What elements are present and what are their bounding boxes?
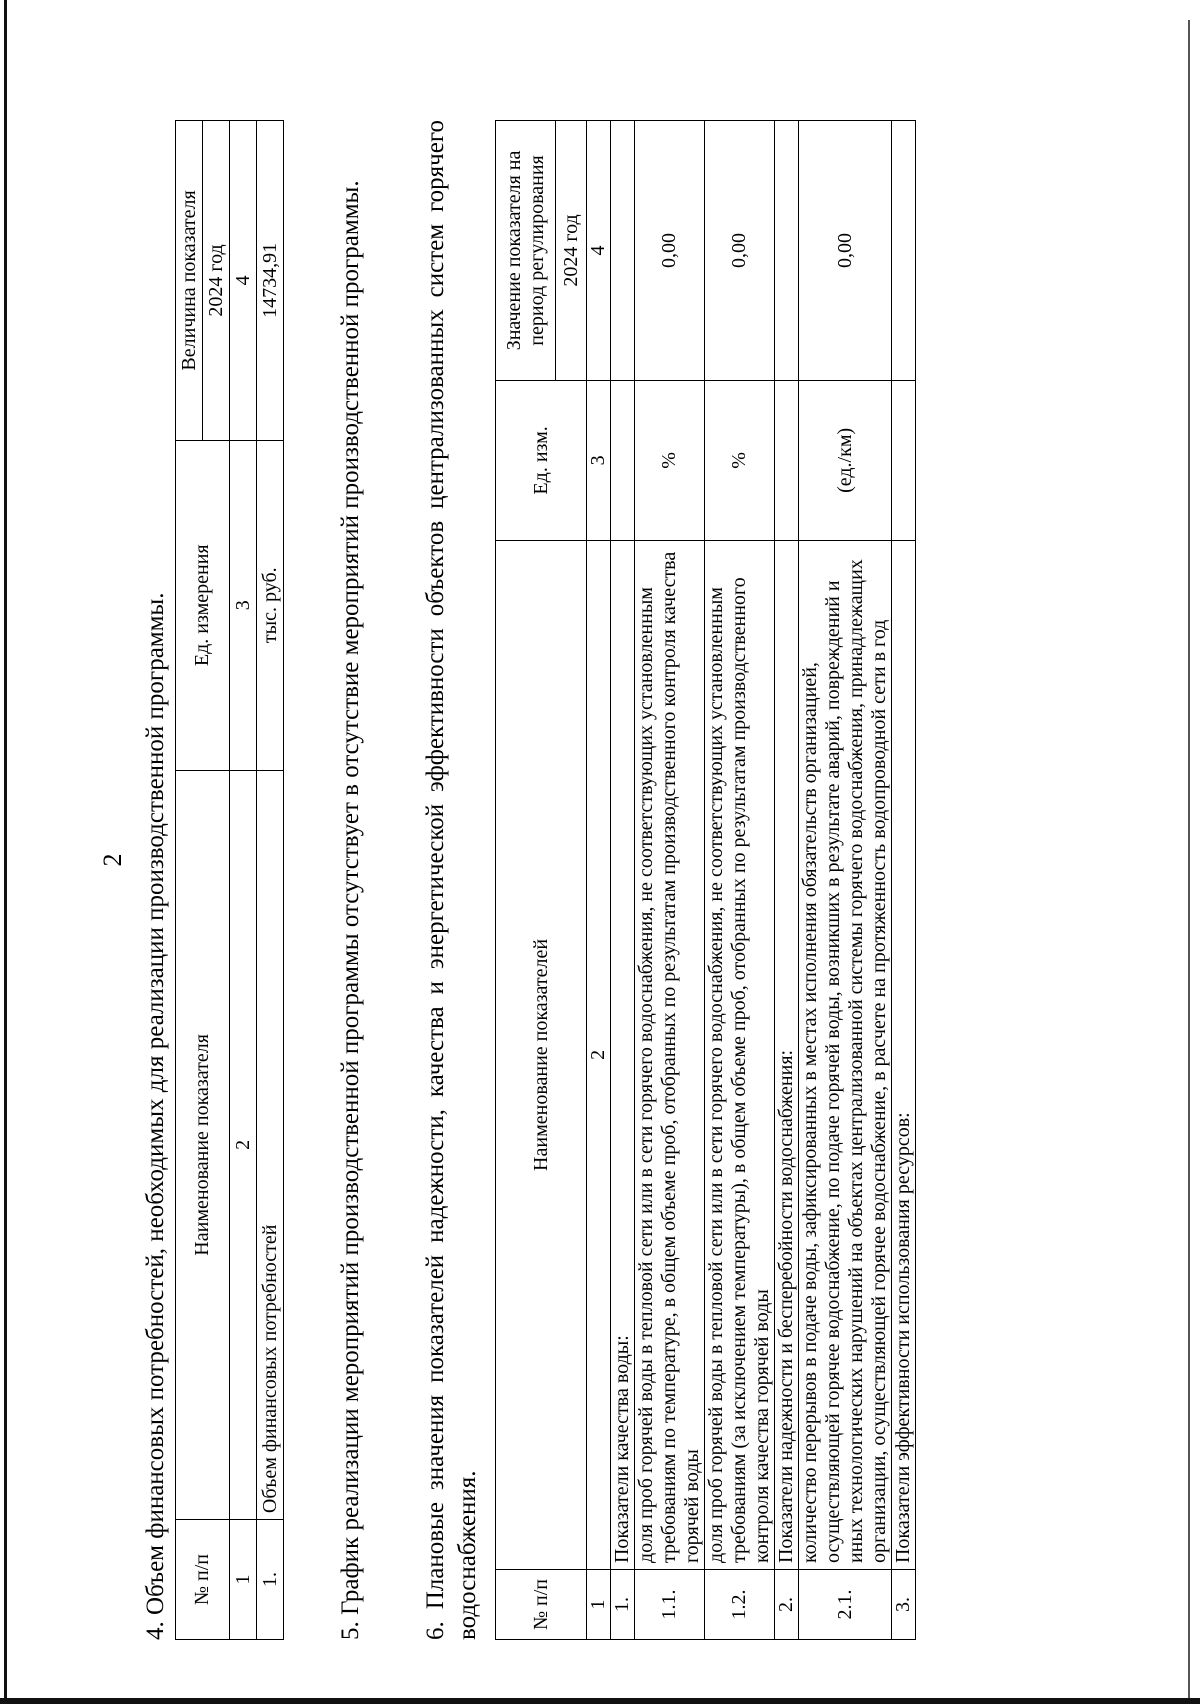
table-header-row (176, 121, 203, 1640)
rotated-page (98, 60, 1200, 1660)
col-number: 1 (230, 1520, 257, 1640)
header-year: 2024 год (556, 121, 587, 381)
row-name: Показатели надежности и бесперебойности водоснабжения: (775, 540, 799, 1569)
table-row (775, 121, 799, 1640)
section5-text: 5. График реализации мероприятий производственной программы отсутствует в отсутствие мероприятий производственной программы. (337, 180, 364, 1640)
row-name: Объем финансовых потребностей (257, 770, 284, 1519)
header-year: 2024 год (203, 121, 230, 441)
header-value-group: Значение показателя на период регулирования (496, 121, 556, 381)
column-number-row (230, 121, 257, 1640)
table-row (257, 121, 284, 1640)
row-num: 3. (892, 1570, 916, 1640)
row-name: Показатели эффективности использования ресурсов: (892, 540, 916, 1569)
row-value (892, 121, 916, 381)
table-row (705, 121, 775, 1640)
table-row (799, 121, 892, 1640)
header-value-group: Величина показателя (176, 121, 203, 441)
row-unit: (ед./км) (799, 380, 892, 540)
header-name: Наименование показателей (496, 540, 587, 1569)
row-value: 14734,91 (257, 121, 284, 441)
col-number: 2 (230, 770, 257, 1519)
col-number: 4 (230, 121, 257, 441)
header-num: № п/п (496, 1570, 587, 1640)
header-unit: Ед. изм. (496, 380, 587, 540)
header-num: № п/п (176, 1520, 230, 1640)
row-value: 0,00 (635, 121, 705, 381)
col-number: 2 (587, 540, 611, 1569)
section6-title: 6. Плановые значения показателей надежности, качества и энергетической эффективности объектов централизованных систем горячего водоснабжения. (422, 120, 481, 1640)
indicators-table (495, 120, 916, 1640)
table-row (611, 121, 635, 1640)
row-name: Показатели качества воды: (611, 540, 635, 1569)
row-num: 2.1. (799, 1570, 892, 1640)
row-unit: тыс. руб. (257, 440, 284, 770)
col-number: 1 (587, 1570, 611, 1640)
row-unit: % (705, 380, 775, 540)
row-num: 1. (611, 1570, 635, 1640)
col-number: 4 (587, 121, 611, 381)
row-num: 1.1. (635, 1570, 705, 1640)
section4-title: 4. Объем финансовых потребностей, необходимых для реализации производственной программы. (142, 592, 169, 1640)
row-num: 2. (775, 1570, 799, 1640)
column-number-row (587, 121, 611, 1640)
row-value (611, 121, 635, 381)
row-value: 0,00 (799, 121, 892, 381)
row-num: 1. (257, 1520, 284, 1640)
row-unit: % (635, 380, 705, 540)
row-unit (892, 380, 916, 540)
table-header-row (496, 121, 556, 1640)
table-row (635, 121, 705, 1640)
header-name: Наименование показателя (176, 770, 230, 1519)
row-name: количество перерывов в подаче воды, зафиксированных в местах исполнения обязательств организацией, осуществляющей горячее водоснабжение, по подаче горячей воды, возникших в результате аварий, повреждений и иных технологических нарушений на объектах централизованной системы горячего водоснабжения, принадлежащих организации, осуществляющей горячее водоснабжение, в расчете на протяженность водопроводной сети в год (799, 540, 892, 1569)
row-unit (611, 380, 635, 540)
row-name: доля проб горячей воды в тепловой сети или в сети горячего водоснабжения, не соответствующих установленным требованиям (за исключением температуры), в общем объеме проб, отобранных по результатам производственного контроля качества горячей воды (705, 540, 775, 1569)
row-value: 0,00 (705, 121, 775, 381)
row-num: 1.2. (705, 1570, 775, 1640)
header-unit: Ед. измерения (176, 440, 230, 770)
row-value (775, 121, 799, 381)
scan-frame-bottom (0, 1698, 1200, 1704)
col-number: 3 (230, 440, 257, 770)
row-unit (775, 380, 799, 540)
page-number: 2 (98, 853, 127, 867)
table-row (892, 121, 916, 1640)
col-number: 3 (587, 380, 611, 540)
financial-needs-table (175, 120, 284, 1640)
row-name: доля проб горячей воды в тепловой сети или в сети горячего водоснабжения, не соответствующих установленным требованиям по температуре, в общем объеме проб, отобранных по результатам производственного контроля качества горячей воды (635, 540, 705, 1569)
scan-frame-left (4, 0, 7, 1704)
